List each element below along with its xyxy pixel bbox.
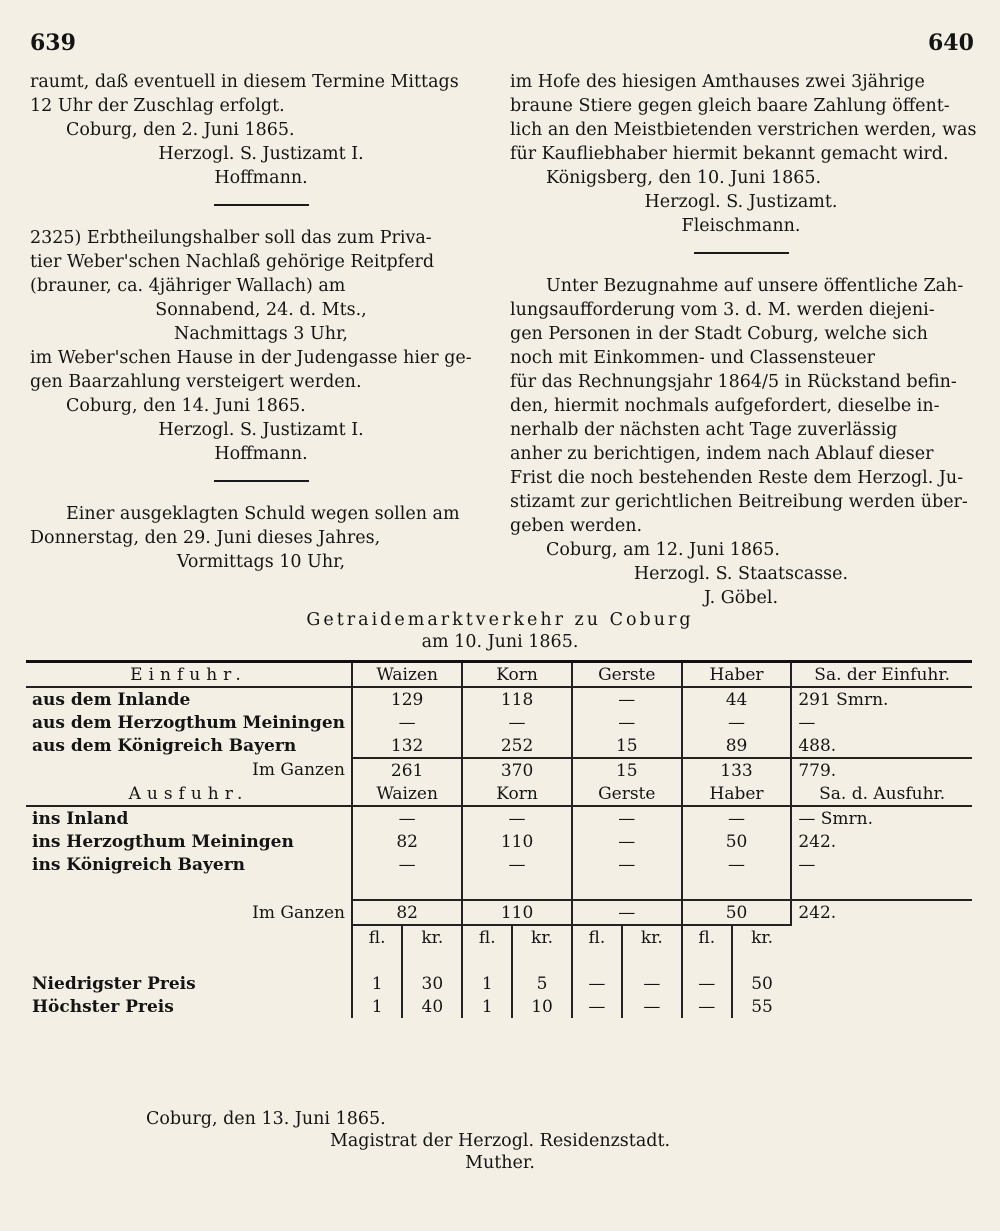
cell: 252 [462, 734, 571, 758]
table-row [26, 711, 972, 734]
cell: 118 [462, 687, 571, 711]
text-line: 12 Uhr der Zuschlag erfolgt. [30, 96, 285, 116]
left-column [30, 70, 492, 574]
signature: Muther. [465, 1153, 535, 1173]
text-line: tier Weber'schen Nachlaß gehörige Reitpferd [30, 252, 435, 272]
col-header-gerste: Gerste [572, 662, 682, 688]
cell: 129 [352, 687, 462, 711]
cell: 89 [682, 734, 792, 758]
cell: — [682, 972, 732, 995]
cell: — [462, 806, 571, 830]
cell: — [682, 711, 792, 734]
cell: 50 [682, 900, 792, 925]
cell: — [572, 711, 682, 734]
right-column [510, 70, 977, 610]
cell: 242. [791, 900, 972, 925]
page-number-right: 640 [928, 30, 974, 56]
spacer-row [26, 949, 972, 972]
place-date: Coburg, den 13. Juni 1865. [146, 1109, 386, 1129]
row-label: Im Ganzen [252, 760, 345, 780]
cell: — [462, 853, 571, 876]
spacer-row [26, 876, 972, 900]
col-header-waizen: Waizen [352, 662, 462, 688]
divider [214, 204, 309, 206]
unit-label: kr. [732, 925, 792, 949]
text-line: braune Stiere gegen gleich baare Zahlung öffent- [510, 96, 950, 116]
grain-market-table [26, 660, 972, 1018]
unit-label: kr. [512, 925, 572, 949]
text-line: Vormittags 10 Uhr, [176, 552, 346, 572]
cell: — [572, 995, 622, 1018]
export-total-row [26, 900, 972, 925]
cell: 55 [732, 995, 792, 1018]
divider [214, 480, 309, 482]
cell: 44 [682, 687, 792, 711]
authority: Herzogl. S. Justizamt I. [158, 144, 364, 164]
cell: 5 [512, 972, 572, 995]
cell: 488. [791, 734, 972, 758]
table-row [26, 734, 972, 758]
cell: 110 [462, 830, 571, 853]
text-line: für das Rechnungsjahr 1864/5 in Rückstand befin- [510, 372, 957, 392]
text-line: den, hiermit nochmals aufgefordert, dieselbe in- [510, 396, 940, 416]
cell: — [572, 853, 682, 876]
cell: — [791, 853, 972, 876]
text-line: nerhalb der nächsten acht Tage zuverlässig [510, 420, 898, 440]
cell: 261 [352, 758, 462, 782]
cell: — [682, 853, 792, 876]
text-line: gen Baarzahlung versteigert werden. [30, 372, 362, 392]
cell: 50 [682, 830, 792, 853]
place-date: Coburg, den 14. Juni 1865. [66, 396, 306, 416]
divider [694, 252, 789, 254]
text-line: Frist die noch bestehenden Reste dem Herzogl. Ju- [510, 468, 964, 488]
place-date: Königsberg, den 10. Juni 1865. [546, 168, 822, 188]
text-line: raumt, daß eventuell in diesem Termine Mittags [30, 72, 459, 92]
market-title: Getraidemarktverkehr zu Coburg [306, 610, 694, 630]
cell: 15 [572, 734, 682, 758]
cell: — [572, 972, 622, 995]
row-label: Höchster Preis [32, 996, 174, 1017]
row-label: ins Herzogthum Meiningen [32, 831, 294, 852]
table-row [26, 687, 972, 711]
col-header-korn: Korn [462, 782, 571, 806]
cell: — [682, 806, 792, 830]
unit-label: kr. [402, 925, 462, 949]
cell: — [572, 687, 682, 711]
cell: 82 [352, 900, 462, 925]
row-label: Niedrigster Preis [32, 973, 196, 994]
authority: Herzogl. S. Staatscasse. [633, 564, 849, 584]
table-row [26, 830, 972, 853]
cell: 1 [352, 995, 402, 1018]
cell: 10 [512, 995, 572, 1018]
col-header-korn: Korn [462, 662, 571, 688]
price-row [26, 995, 972, 1018]
price-unit-row [26, 925, 972, 949]
place-date: Coburg, den 2. Juni 1865. [66, 120, 295, 140]
cell: 82 [352, 830, 462, 853]
cell: — [352, 806, 462, 830]
cell: — [572, 900, 682, 925]
cell: 40 [402, 995, 462, 1018]
authority: Herzogl. S. Justizamt I. [158, 420, 364, 440]
row-label: ins Inland [26, 806, 352, 830]
cell: 291 Smrn. [791, 687, 972, 711]
cell: 779. [791, 758, 972, 782]
signature: Fleischmann. [681, 216, 801, 236]
text-line: (brauner, ca. 4jähriger Wallach) am [30, 276, 346, 296]
unit-label: fl. [572, 925, 622, 949]
text-line: Unter Bezugnahme auf unsere öffentliche Zah- [546, 276, 964, 296]
unit-label: kr. [622, 925, 682, 949]
price-row [26, 972, 972, 995]
col-header-gerste: Gerste [572, 782, 682, 806]
text-line: geben werden. [510, 516, 643, 536]
import-header-row [26, 662, 972, 688]
signature: J. Göbel. [703, 588, 779, 608]
signature: Hoffmann. [214, 168, 308, 188]
col-header-sum: Sa. der Einfuhr. [791, 662, 972, 688]
cell: 1 [462, 995, 512, 1018]
market-date: am 10. Juni 1865. [421, 632, 579, 652]
cell: 110 [462, 900, 571, 925]
text-line: für Kaufliebhaber hiermit bekannt gemacht wird. [510, 144, 949, 164]
text-line: lich an den Meistbietenden verstrichen werden, was [510, 120, 977, 140]
export-header-row [26, 782, 972, 806]
text-line: noch mit Einkommen- und Classensteuer [510, 348, 875, 368]
table-row [26, 853, 972, 876]
auction-date: Sonnabend, 24. d. Mts., [155, 300, 367, 320]
cell: — [352, 853, 462, 876]
cell: 370 [462, 758, 571, 782]
authority: Herzogl. S. Justizamt. [644, 192, 838, 212]
export-label: Ausfuhr. [128, 783, 249, 804]
col-header-haber: Haber [682, 662, 792, 688]
col-header-sum: Sa. d. Ausfuhr. [791, 782, 972, 806]
cell: — [622, 995, 682, 1018]
cell: — [682, 995, 732, 1018]
cell: 15 [572, 758, 682, 782]
page-number-left: 639 [30, 30, 76, 56]
unit-label: fl. [352, 925, 402, 949]
text-line: gen Personen in der Stadt Coburg, welche sich [510, 324, 928, 344]
cell: — Smrn. [791, 806, 972, 830]
cell: 133 [682, 758, 792, 782]
text-line: Einer ausgeklagten Schuld wegen sollen am [66, 504, 460, 524]
signature: Hoffmann. [214, 444, 308, 464]
col-header-waizen: Waizen [352, 782, 462, 806]
text-line: im Weber'schen Hause in der Judengasse hier ge- [30, 348, 472, 368]
row-label: aus dem Königreich Bayern [32, 736, 297, 756]
text-line: lungsaufforderung vom 3. d. M. werden diejeni- [510, 300, 935, 320]
unit-label: fl. [682, 925, 732, 949]
cell: 242. [791, 830, 972, 853]
row-label: Im Ganzen [252, 902, 345, 923]
cell: — [622, 972, 682, 995]
text-line: stizamt zur gerichtlichen Beitreibung werden über- [510, 492, 968, 512]
text-line: Donnerstag, den 29. Juni dieses Jahres, [30, 528, 381, 548]
text-line: 2325) Erbtheilungshalber soll das zum Priva- [30, 228, 432, 248]
cell: 1 [462, 972, 512, 995]
text-line: im Hofe des hiesigen Amthauses zwei 3jährige [510, 72, 925, 92]
import-total-row [26, 758, 972, 782]
row-label: ins Königreich Bayern [32, 854, 246, 875]
cell: — [791, 711, 972, 734]
authority: Magistrat der Herzogl. Residenzstadt. [329, 1131, 671, 1151]
place-date: Coburg, am 12. Juni 1865. [546, 540, 780, 560]
cell: — [352, 711, 462, 734]
cell: 30 [402, 972, 462, 995]
col-header-haber: Haber [682, 782, 792, 806]
cell: 132 [352, 734, 462, 758]
cell: 50 [732, 972, 792, 995]
footer [0, 1108, 1000, 1174]
auction-time: Nachmittags 3 Uhr, [174, 324, 348, 344]
import-label: Einfuhr. [26, 662, 352, 688]
cell: — [572, 806, 682, 830]
cell: — [462, 711, 571, 734]
cell: — [572, 830, 682, 853]
row-label: aus dem Inlande [26, 687, 352, 711]
row-label: aus dem Herzogthum Meiningen [32, 712, 345, 733]
unit-label: fl. [462, 925, 512, 949]
text-line: anher zu berichtigen, indem nach Ablauf dieser [510, 444, 934, 464]
table-row [26, 806, 972, 830]
cell: 1 [352, 972, 402, 995]
